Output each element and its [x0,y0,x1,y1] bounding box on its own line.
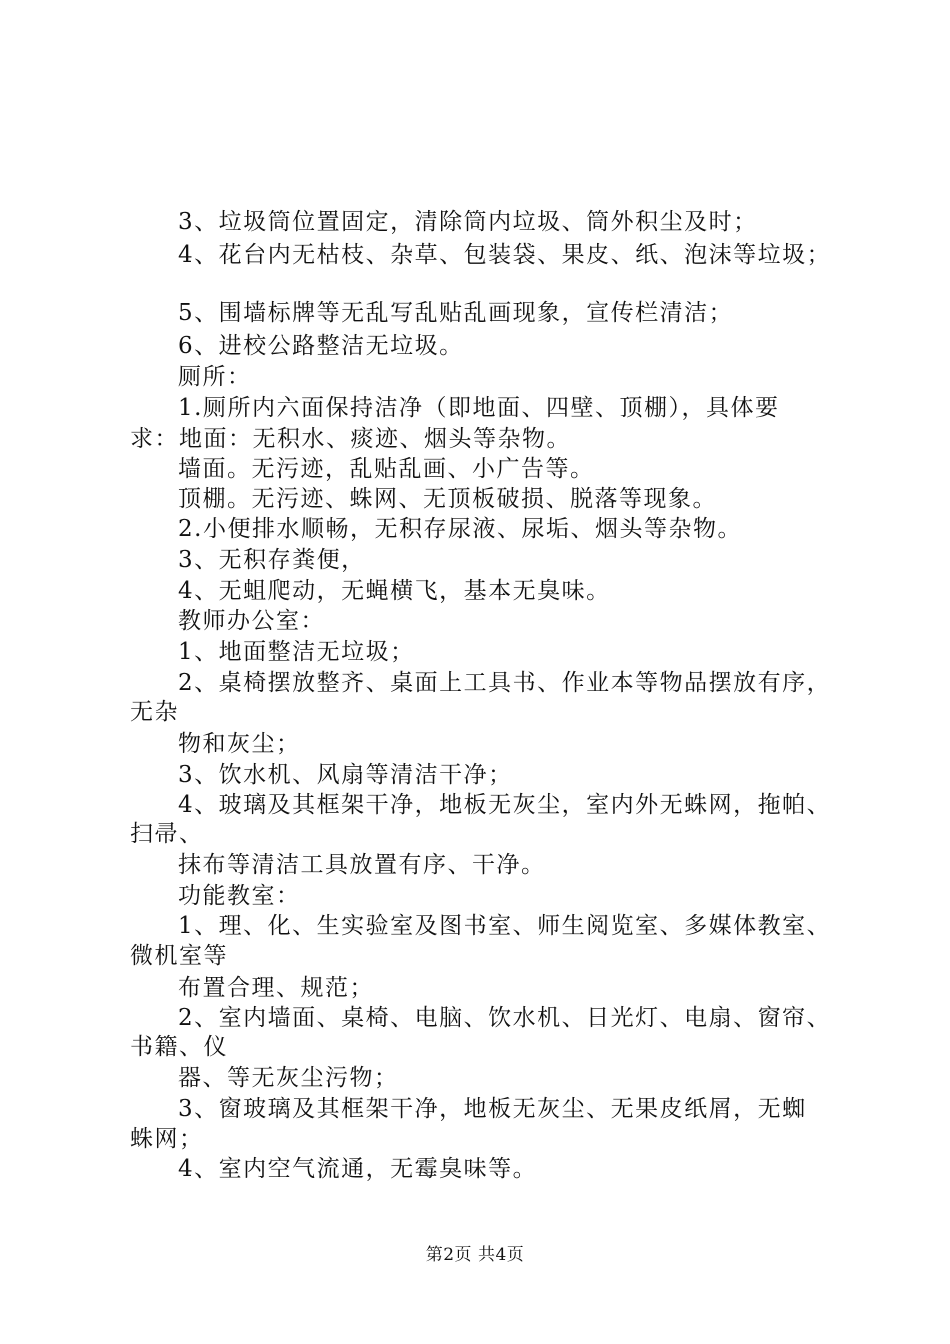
paragraph-line: 3、饮水机、风扇等清洁干净； [178,762,513,788]
paragraph-line: 蛛网； [130,1126,204,1152]
paragraph-line: 5、围墙标牌等无乱写乱贴乱画现象，宣传栏清洁； [178,300,734,326]
paragraph-line: 器、等无灰尘污物； [178,1065,399,1091]
paragraph-line: 2、室内墙面、桌椅、电脑、饮水机、日光灯、电扇、窗帘、 [178,1005,832,1031]
paragraph-line: 无杂 [130,699,179,725]
section-heading: 厕所： [178,364,252,390]
paragraph-line: 1.厕所内六面保持洁净（即地面、四壁、顶棚），具体要 [178,395,780,421]
section-heading: 功能教室： [178,883,301,909]
paragraph-line: 抹布等清洁工具放置有序、干净。 [178,852,546,878]
paragraph-line: 2、桌椅摆放整齐、桌面上工具书、作业本等物品摆放有序， [178,670,832,696]
paragraph-line: 书籍、仪 [130,1034,228,1060]
paragraph-line: 3、垃圾筒位置固定，清除筒内垃圾、筒外积尘及时； [178,209,758,235]
paragraph-line: 4、玻璃及其框架干净，地板无灰尘，室内外无蛛网，拖帕、 [178,792,832,818]
paragraph-line: 微机室等 [130,943,228,969]
paragraph-line: 4、室内空气流通，无霉臭味等。 [178,1156,538,1182]
paragraph-line: 求：地面：无积水、痰迹、烟头等杂物。 [130,426,571,452]
paragraph-line: 顶棚。无污迹、蛛网、无顶板破损、脱落等现象。 [178,486,717,512]
section-heading: 教师办公室： [178,608,325,634]
paragraph-line: 墙面。无污迹，乱贴乱画、小广告等。 [178,456,595,482]
paragraph-line: 4、无蛆爬动，无蝇横飞，基本无臭味。 [178,578,611,604]
paragraph-line: 物和灰尘； [178,731,301,757]
paragraph-line: 扫帚、 [130,821,204,847]
paragraph-line: 3、窗玻璃及其框架干净，地板无灰尘、无果皮纸屑，无蜘 [178,1096,807,1122]
paragraph-line: 布置合理、规范； [178,975,374,1001]
paragraph-line: 1、理、化、生实验室及图书室、师生阅览室、多媒体教室、 [178,913,832,939]
paragraph-line: 6、进校公路整洁无垃圾。 [178,333,464,359]
paragraph-line: 1、地面整洁无垃圾； [178,639,415,665]
paragraph-line: 2.小便排水顺畅，无积存尿液、尿垢、烟头等杂物。 [178,516,742,542]
paragraph-line: 3、无积存粪便， [178,547,366,573]
paragraph-line: 4、花台内无枯枝、杂草、包装袋、果皮、纸、泡沫等垃圾； [178,242,832,268]
page-footer: 第2页 共4页 [425,1245,525,1265]
